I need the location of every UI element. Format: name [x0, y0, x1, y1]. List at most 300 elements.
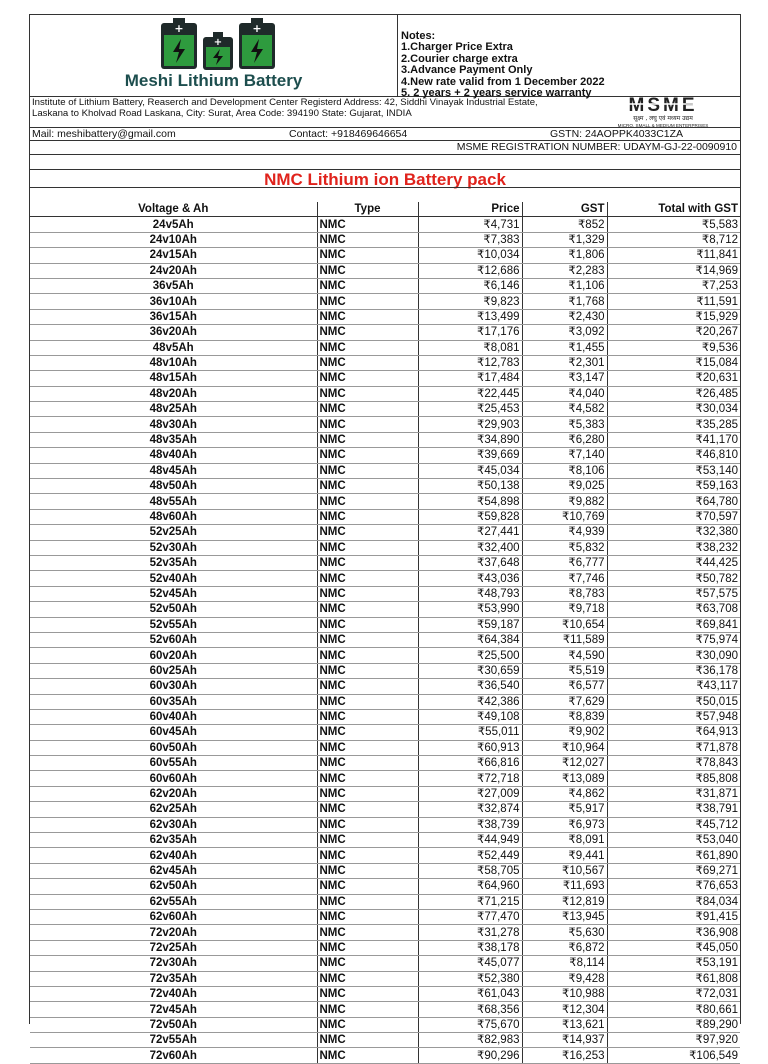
table-cell: 60v40Ah [30, 709, 317, 724]
table-row [30, 402, 740, 417]
table-cell: 48v55Ah [30, 494, 317, 509]
table-cell: ₹97,920 [607, 1033, 740, 1048]
table-row [30, 863, 740, 878]
table-cell: ₹5,630 [522, 925, 607, 940]
table-cell: NMC [317, 525, 418, 540]
table-cell: NMC [317, 756, 418, 771]
table-cell: ₹85,808 [607, 771, 740, 786]
column-header: Type [317, 202, 418, 217]
table-cell: NMC [317, 448, 418, 463]
table-cell: ₹26,485 [607, 386, 740, 401]
table-cell: ₹71,215 [418, 894, 522, 909]
table-cell: 60v50Ah [30, 740, 317, 755]
table-cell: 48v15Ah [30, 371, 317, 386]
table-cell: ₹61,043 [418, 986, 522, 1001]
table-cell: NMC [317, 632, 418, 647]
table-cell: ₹13,089 [522, 771, 607, 786]
note-item: 3.Advance Payment Only [401, 64, 533, 77]
table-cell: ₹53,191 [607, 956, 740, 971]
page-title: NMC Lithium ion Battery pack [264, 170, 506, 189]
table-cell: ₹30,090 [607, 648, 740, 663]
table-cell: ₹7,746 [522, 571, 607, 586]
table-cell: ₹106,549 [607, 1048, 740, 1063]
table-cell: 62v20Ah [30, 786, 317, 801]
table-cell: 60v25Ah [30, 663, 317, 678]
table-cell: 62v25Ah [30, 802, 317, 817]
table-cell: ₹27,441 [418, 525, 522, 540]
table-cell: ₹64,960 [418, 879, 522, 894]
table-cell: ₹3,147 [522, 371, 607, 386]
table-cell: ₹64,913 [607, 725, 740, 740]
table-cell: 60v30Ah [30, 679, 317, 694]
table-cell: 62v40Ah [30, 848, 317, 863]
table-cell: ₹66,816 [418, 756, 522, 771]
table-cell: ₹84,034 [607, 894, 740, 909]
table-cell: 72v20Ah [30, 925, 317, 940]
table-cell: ₹32,874 [418, 802, 522, 817]
table-row [30, 432, 740, 447]
table-cell: ₹42,386 [418, 694, 522, 709]
table-cell: ₹12,686 [418, 263, 522, 278]
table-cell: ₹10,567 [522, 863, 607, 878]
svg-text:+: + [213, 37, 223, 48]
table-cell: ₹11,841 [607, 248, 740, 263]
table-cell: 72v50Ah [30, 1017, 317, 1032]
table-row [30, 663, 740, 678]
table-cell: NMC [317, 232, 418, 247]
table-cell: ₹5,583 [607, 217, 740, 232]
table-row [30, 1017, 740, 1032]
table-row [30, 1033, 740, 1048]
table-cell: ₹11,589 [522, 632, 607, 647]
table-row [30, 786, 740, 801]
table-cell: ₹37,648 [418, 555, 522, 570]
table-cell: NMC [317, 740, 418, 755]
table-cell: NMC [317, 940, 418, 955]
table-cell: NMC [317, 694, 418, 709]
table-cell: ₹16,253 [522, 1048, 607, 1063]
table-cell: 60v60Ah [30, 771, 317, 786]
table-cell: ₹4,939 [522, 525, 607, 540]
table-cell: 24v15Ah [30, 248, 317, 263]
table-row [30, 417, 740, 432]
table-cell: ₹71,878 [607, 740, 740, 755]
table-cell: ₹9,718 [522, 602, 607, 617]
table-cell: NMC [317, 540, 418, 555]
table-cell: ₹64,384 [418, 632, 522, 647]
table-cell: ₹3,092 [522, 325, 607, 340]
table-cell: ₹11,693 [522, 879, 607, 894]
table-cell: 72v45Ah [30, 1002, 317, 1017]
table-cell: ₹2,283 [522, 263, 607, 278]
table-cell: ₹10,988 [522, 986, 607, 1001]
table-cell: ₹17,484 [418, 371, 522, 386]
table-cell: 62v30Ah [30, 817, 317, 832]
contact-phone: Contact: +918469646654 [289, 128, 408, 140]
table-row [30, 771, 740, 786]
table-cell: ₹36,540 [418, 679, 522, 694]
table-row [30, 371, 740, 386]
battery-logo-icon [159, 18, 279, 70]
table-cell: ₹64,780 [607, 494, 740, 509]
table-cell: NMC [317, 709, 418, 724]
table-cell: ₹1,329 [522, 232, 607, 247]
table-row [30, 278, 740, 293]
table-row [30, 1002, 740, 1017]
table-cell: ₹32,400 [418, 540, 522, 555]
table-cell: NMC [317, 725, 418, 740]
table-row [30, 817, 740, 832]
table-cell: ₹32,380 [607, 525, 740, 540]
table-row [30, 1048, 740, 1063]
table-cell: ₹59,828 [418, 509, 522, 524]
table-cell: 60v55Ah [30, 756, 317, 771]
table-cell: ₹50,138 [418, 479, 522, 494]
table-cell: 52v50Ah [30, 602, 317, 617]
column-header: GST [522, 202, 607, 217]
table-cell: ₹38,739 [418, 817, 522, 832]
table-cell: ₹31,278 [418, 925, 522, 940]
table-cell: 60v35Ah [30, 694, 317, 709]
table-cell: ₹25,500 [418, 648, 522, 663]
gstn-number: GSTN: 24AOPPK4033C1ZA [550, 128, 684, 140]
table-cell: ₹76,653 [607, 879, 740, 894]
table-cell: ₹1,768 [522, 294, 607, 309]
table-row [30, 740, 740, 755]
logo-cell [30, 15, 398, 96]
table-cell: ₹20,631 [607, 371, 740, 386]
table-cell: NMC [317, 340, 418, 355]
table-cell: 48v25Ah [30, 402, 317, 417]
table-row [30, 479, 740, 494]
table-cell: NMC [317, 909, 418, 924]
table-cell: NMC [317, 1033, 418, 1048]
table-cell: 60v45Ah [30, 725, 317, 740]
table-row [30, 463, 740, 478]
table-row [30, 355, 740, 370]
table-cell: 48v35Ah [30, 432, 317, 447]
table-cell: ₹8,081 [418, 340, 522, 355]
table-cell: 48v20Ah [30, 386, 317, 401]
table-cell: 52v40Ah [30, 571, 317, 586]
table-cell: ₹50,782 [607, 571, 740, 586]
table-cell: ₹9,823 [418, 294, 522, 309]
table-row [30, 494, 740, 509]
table-cell: ₹12,027 [522, 756, 607, 771]
table-cell: ₹61,808 [607, 971, 740, 986]
table-cell: NMC [317, 309, 418, 324]
table-cell: ₹1,106 [522, 278, 607, 293]
table-cell: 24v20Ah [30, 263, 317, 278]
table-cell: ₹1,806 [522, 248, 607, 263]
table-cell: ₹53,040 [607, 833, 740, 848]
table-cell: ₹60,913 [418, 740, 522, 755]
table-row [30, 571, 740, 586]
table-cell: 36v15Ah [30, 309, 317, 324]
price-sheet [29, 14, 741, 1062]
table-cell: ₹59,163 [607, 479, 740, 494]
table-cell: NMC [317, 371, 418, 386]
table-cell: ₹9,428 [522, 971, 607, 986]
column-header: Total with GST [607, 202, 740, 217]
table-cell: ₹7,140 [522, 448, 607, 463]
note-item: 1.Charger Price Extra [401, 41, 513, 54]
table-cell: ₹6,872 [522, 940, 607, 955]
table-cell: NMC [317, 617, 418, 632]
table-cell: ₹52,380 [418, 971, 522, 986]
table-row [30, 586, 740, 601]
table-cell: NMC [317, 417, 418, 432]
table-cell: ₹10,654 [522, 617, 607, 632]
table-row [30, 309, 740, 324]
table-cell: ₹41,170 [607, 432, 740, 447]
table-cell: ₹7,253 [607, 278, 740, 293]
table-cell: ₹80,661 [607, 1002, 740, 1017]
table-cell: ₹38,178 [418, 940, 522, 955]
divider [30, 187, 740, 188]
table-cell: 48v50Ah [30, 479, 317, 494]
table-cell: NMC [317, 402, 418, 417]
table-cell: 52v30Ah [30, 540, 317, 555]
table-cell: ₹36,178 [607, 663, 740, 678]
table-cell: ₹4,582 [522, 402, 607, 417]
table-cell: ₹14,937 [522, 1033, 607, 1048]
table-cell: ₹44,949 [418, 833, 522, 848]
table-cell: ₹57,575 [607, 586, 740, 601]
table-row [30, 879, 740, 894]
table-cell: NMC [317, 355, 418, 370]
table-cell: 24v5Ah [30, 217, 317, 232]
table-cell: NMC [317, 248, 418, 263]
table-row [30, 602, 740, 617]
table-cell: ₹38,232 [607, 540, 740, 555]
table-row [30, 725, 740, 740]
table-cell: NMC [317, 848, 418, 863]
table-cell: 52v35Ah [30, 555, 317, 570]
table-cell: 36v5Ah [30, 278, 317, 293]
table-cell: ₹20,267 [607, 325, 740, 340]
table-row [30, 555, 740, 570]
note-item: 4.New rate valid from 1 December 2022 [401, 75, 605, 88]
table-cell: ₹38,791 [607, 802, 740, 817]
svg-text:MSME: MSME [628, 95, 698, 116]
table-row [30, 925, 740, 940]
table-cell: NMC [317, 879, 418, 894]
table-cell: NMC [317, 463, 418, 478]
table-cell: ₹13,621 [522, 1017, 607, 1032]
table-cell: ₹9,882 [522, 494, 607, 509]
table-cell: ₹1,455 [522, 340, 607, 355]
table-cell: ₹8,114 [522, 956, 607, 971]
table-row [30, 756, 740, 771]
table-cell: NMC [317, 802, 418, 817]
notes-heading: Notes: [401, 30, 436, 42]
table-cell: ₹59,187 [418, 617, 522, 632]
table-cell: ₹35,285 [607, 417, 740, 432]
table-cell: NMC [317, 555, 418, 570]
table-row [30, 386, 740, 401]
table-cell: ₹4,862 [522, 786, 607, 801]
table-cell: ₹7,383 [418, 232, 522, 247]
table-cell: NMC [317, 679, 418, 694]
table-cell: ₹15,929 [607, 309, 740, 324]
table-cell: ₹6,777 [522, 555, 607, 570]
table-row [30, 679, 740, 694]
table-cell: 72v40Ah [30, 986, 317, 1001]
table-cell: NMC [317, 833, 418, 848]
table-row [30, 632, 740, 647]
table-cell: ₹9,536 [607, 340, 740, 355]
table-cell: 62v60Ah [30, 909, 317, 924]
svg-text:सूक्ष्म , लघु एवं मध्यम उद्यम: सूक्ष्म , लघु एवं मध्यम उद्यम [633, 115, 693, 122]
table-cell: 62v45Ah [30, 863, 317, 878]
table-cell: 48v60Ah [30, 509, 317, 524]
table-cell: ₹43,036 [418, 571, 522, 586]
table-cell: ₹69,841 [607, 617, 740, 632]
notes-block [401, 31, 605, 99]
table-cell: 62v35Ah [30, 833, 317, 848]
table-cell: ₹15,084 [607, 355, 740, 370]
table-cell: ₹22,445 [418, 386, 522, 401]
table-cell: 52v60Ah [30, 632, 317, 647]
table-row [30, 956, 740, 971]
table-cell: NMC [317, 602, 418, 617]
header-block [30, 14, 740, 100]
table-cell: ₹6,577 [522, 679, 607, 694]
table-cell: NMC [317, 894, 418, 909]
table-cell: ₹4,040 [522, 386, 607, 401]
table-cell: NMC [317, 509, 418, 524]
table-cell: NMC [317, 571, 418, 586]
table-row [30, 971, 740, 986]
table-cell: NMC [317, 771, 418, 786]
table-body [30, 217, 740, 1063]
table-cell: ₹4,590 [522, 648, 607, 663]
column-header: Price [418, 202, 522, 217]
table-cell: ₹91,415 [607, 909, 740, 924]
table-cell: ₹55,011 [418, 725, 522, 740]
table-cell: 48v40Ah [30, 448, 317, 463]
table-cell: 52v45Ah [30, 586, 317, 601]
table-row [30, 263, 740, 278]
table-cell: ₹8,783 [522, 586, 607, 601]
table-cell: ₹77,470 [418, 909, 522, 924]
note-item: 5. 2 years + 2 years service warranty [401, 87, 592, 100]
table-cell: ₹82,983 [418, 1033, 522, 1048]
table-row [30, 709, 740, 724]
table-cell: ₹14,969 [607, 263, 740, 278]
table-cell: ₹8,839 [522, 709, 607, 724]
table-cell: ₹8,091 [522, 833, 607, 848]
table-cell: ₹12,783 [418, 355, 522, 370]
table-cell: ₹6,973 [522, 817, 607, 832]
table-cell: ₹30,034 [607, 402, 740, 417]
msme-logo-icon [598, 94, 728, 128]
table-cell: ₹8,106 [522, 463, 607, 478]
svg-text:MICRO, SMALL & MEDIUM ENTERPRI: MICRO, SMALL & MEDIUM ENTERPRISES [617, 123, 709, 128]
table-cell: ₹2,301 [522, 355, 607, 370]
table-cell: ₹12,304 [522, 1002, 607, 1017]
company-name: Meshi Lithium Battery [124, 71, 303, 90]
table-cell: NMC [317, 663, 418, 678]
table-cell: NMC [317, 956, 418, 971]
table-row [30, 848, 740, 863]
table-cell: ₹27,009 [418, 786, 522, 801]
table-cell: ₹34,890 [418, 432, 522, 447]
table-cell: ₹31,871 [607, 786, 740, 801]
table-cell: ₹63,708 [607, 602, 740, 617]
note-item: 2.Courier charge extra [401, 52, 518, 65]
table-cell: ₹30,659 [418, 663, 522, 678]
table-cell: ₹52,449 [418, 848, 522, 863]
table-cell: 72v30Ah [30, 956, 317, 971]
table-row [30, 525, 740, 540]
divider [30, 154, 740, 155]
table-cell: ₹53,990 [418, 602, 522, 617]
table-cell: ₹29,903 [418, 417, 522, 432]
table-header-row [30, 202, 740, 217]
table-row [30, 294, 740, 309]
table-cell: NMC [317, 278, 418, 293]
table-row [30, 909, 740, 924]
table-cell: ₹5,832 [522, 540, 607, 555]
table-cell: ₹5,383 [522, 417, 607, 432]
table-cell: NMC [317, 786, 418, 801]
table-cell: ₹70,597 [607, 509, 740, 524]
table-cell: ₹8,712 [607, 232, 740, 247]
table-cell: ₹13,945 [522, 909, 607, 924]
contact-email: Mail: meshibattery@gmail.com [32, 128, 176, 140]
table-cell: ₹6,280 [522, 432, 607, 447]
table-cell: ₹49,108 [418, 709, 522, 724]
table-cell: NMC [317, 986, 418, 1001]
table-cell: NMC [317, 648, 418, 663]
table-cell: ₹90,296 [418, 1048, 522, 1063]
table-cell: ₹10,964 [522, 740, 607, 755]
table-cell: 52v25Ah [30, 525, 317, 540]
table-cell: ₹13,499 [418, 309, 522, 324]
table-cell: NMC [317, 1017, 418, 1032]
table-row [30, 833, 740, 848]
table-row [30, 694, 740, 709]
table-cell: NMC [317, 586, 418, 601]
table-cell: 48v45Ah [30, 463, 317, 478]
table-row [30, 617, 740, 632]
table-cell: 72v55Ah [30, 1033, 317, 1048]
table-cell: NMC [317, 1048, 418, 1063]
table-cell: ₹89,290 [607, 1017, 740, 1032]
table-cell: 48v5Ah [30, 340, 317, 355]
table-cell: ₹852 [522, 217, 607, 232]
svg-text:+: + [252, 22, 262, 35]
table-row [30, 648, 740, 663]
table-row [30, 986, 740, 1001]
table-cell: ₹53,140 [607, 463, 740, 478]
table-cell: ₹39,669 [418, 448, 522, 463]
table-cell: ₹9,902 [522, 725, 607, 740]
table-cell: ₹11,591 [607, 294, 740, 309]
msme-registration: MSME REGISTRATION NUMBER: UDAYM-GJ-22-0090910 [456, 141, 737, 153]
table-cell: 48v30Ah [30, 417, 317, 432]
table-cell: NMC [317, 386, 418, 401]
table-cell: NMC [317, 817, 418, 832]
table-cell: NMC [317, 217, 418, 232]
table-cell: 24v10Ah [30, 232, 317, 247]
table-row [30, 232, 740, 247]
table-cell: NMC [317, 294, 418, 309]
table-cell: ₹6,146 [418, 278, 522, 293]
table-cell: 62v55Ah [30, 894, 317, 909]
